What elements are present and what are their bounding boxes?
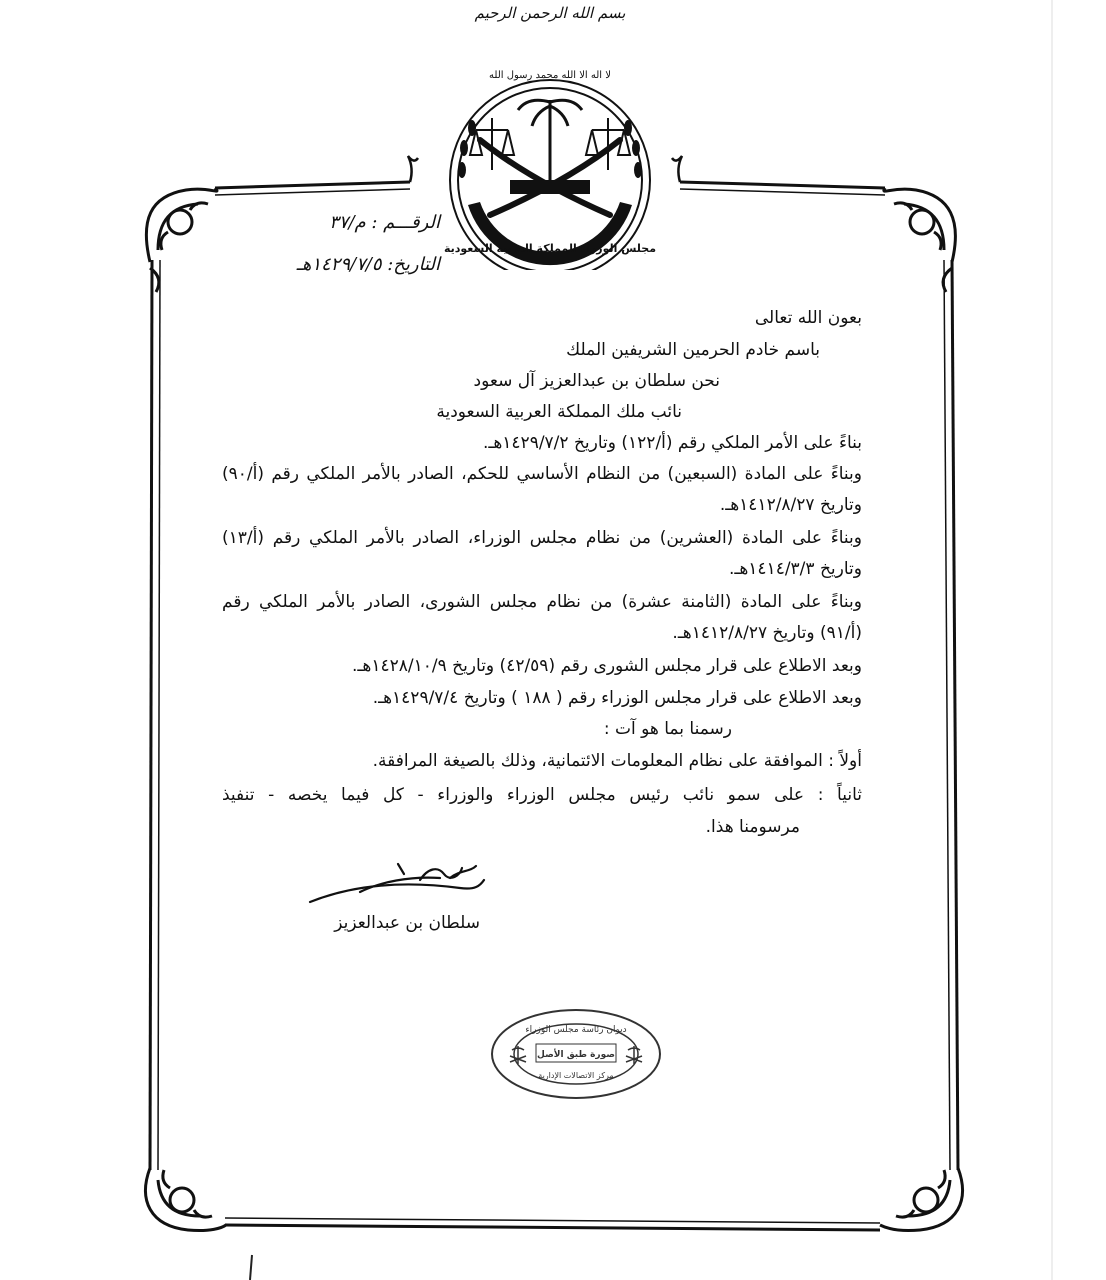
intro-line-1: بعون الله تعالى — [754, 308, 862, 328]
cabinet-emblem — [440, 30, 660, 270]
corner-ornament-bottom-left — [146, 1168, 226, 1231]
stamp-bottom-text: مركز الاتصالات الإدارية — [538, 1071, 614, 1080]
basmala: بسم الله الرحمن الرحيم — [474, 4, 626, 22]
emblem-ring-inscription: مجلس الوزراء المملكة العربية السعودية — [443, 242, 657, 255]
corner-ornament-top-left — [146, 188, 217, 292]
preamble-5: وبعد الاطلاع على قرار مجلس الشورى رقم (٤٢/٥٩) وتاريخ ١٤٢٨/١٠/٩هـ. — [351, 656, 862, 676]
preamble-4-line-1: وبناءً على المادة (الثامنة عشرة) من نظام مجلس الشورى، الصادر بالأمر الملكي رقم — [222, 592, 862, 612]
preamble-6: وبعد الاطلاع على قرار مجلس الوزراء رقم ( ١٨٨ ) وتاريخ ١٤٢٩/٧/٤هـ. — [372, 688, 862, 708]
signatory-name: سلطان بن عبدالعزيز — [334, 913, 480, 933]
article-2-line-1: ثانياً : على سمو نائب رئيس مجلس الوزراء والوزراء - كل فيما يخصه - تنفيذ — [222, 785, 862, 805]
decree-number: الرقـــم : م/٣٧ — [329, 212, 440, 233]
intro-line-3: نحن سلطان بن عبدالعزيز آل سعود — [473, 371, 720, 391]
article-1: أولاً : الموافقة على نظام المعلومات الائتمانية، وذلك بالصيغة المرافقة. — [372, 751, 862, 771]
intro-line-2: باسم خادم الحرمين الشريفين الملك — [566, 340, 820, 360]
emblem-inscription: لا اله الا الله محمد رسول الله — [489, 70, 611, 81]
article-2-line-2: مرسومنا هذا. — [705, 817, 800, 837]
handwritten-signature — [300, 858, 500, 914]
preamble-2-line-1: وبناءً على المادة (السبعين) من النظام الأساسي للحكم، الصادر بالأمر الملكي رقم (أ/٩٠) — [222, 464, 862, 484]
stamp-emblem-left — [510, 1046, 526, 1064]
stamp-middle-text: صورة طبق الأصل — [537, 1050, 615, 1060]
preamble-1: بناءً على الأمر الملكي رقم (أ/١٢٢) وتاريخ ١٤٢٩/٧/٢هـ. — [482, 433, 862, 453]
corner-ornament-bottom-right — [880, 1168, 962, 1231]
decree-statement: رسمنا بما هو آت : — [603, 719, 732, 739]
stamp-top-text: ديوان رئاسة مجلس الوزراء — [525, 1025, 627, 1035]
preamble-4-line-2: (أ/٩١) وتاريخ ١٤١٢/٨/٢٧هـ. — [672, 623, 862, 643]
corner-ornament-top-right — [884, 188, 956, 292]
preamble-3-line-2: وتاريخ ١٤١٤/٣/٣هـ. — [728, 559, 862, 579]
decree-date: التاريخ: ١٤٢٩/٧/٥هـ — [296, 254, 440, 275]
stamp-emblem-right — [626, 1046, 642, 1064]
office-stamp — [488, 1006, 664, 1102]
preamble-3-line-1: وبناءً على المادة (العشرين) من نظام مجلس الوزراء، الصادر بالأمر الملكي رقم (أ/١٣) — [222, 528, 862, 548]
intro-line-4: نائب ملك المملكة العربية السعودية — [436, 402, 682, 422]
preamble-2-line-2: وتاريخ ١٤١٢/٨/٢٧هـ. — [719, 495, 862, 515]
